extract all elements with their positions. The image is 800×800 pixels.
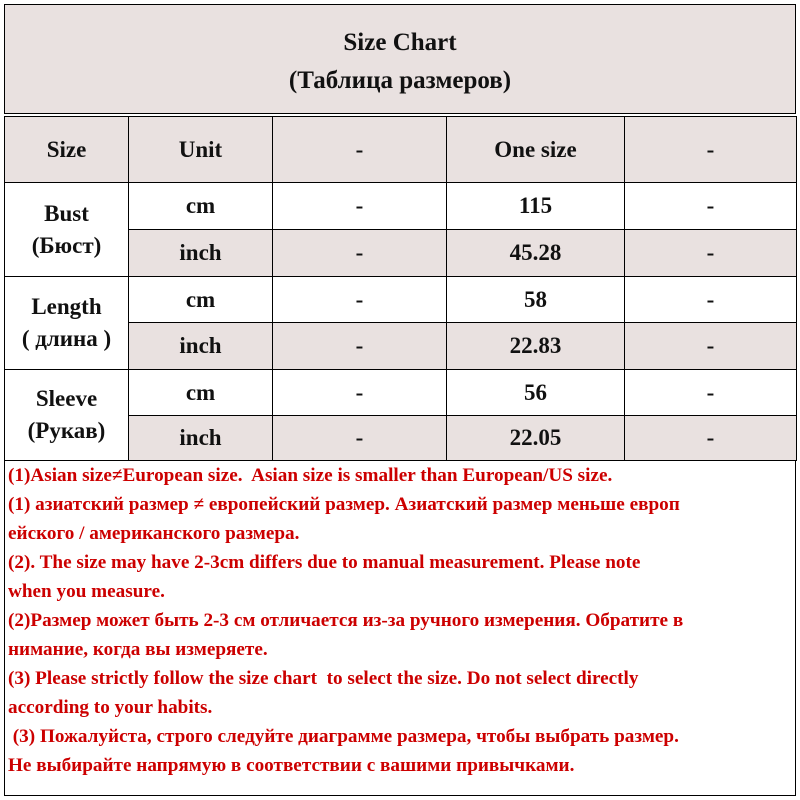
header-cell: Size bbox=[5, 117, 129, 183]
table-row bbox=[5, 183, 797, 230]
chart-title: Size Chart bbox=[343, 29, 457, 56]
header-cell: - bbox=[273, 117, 447, 183]
table-cell: - bbox=[625, 277, 797, 323]
size-table bbox=[4, 116, 797, 461]
row-label-ru: (Рукав) bbox=[27, 418, 106, 443]
row-label-en: Sleeve bbox=[35, 386, 98, 411]
table-row bbox=[5, 277, 797, 323]
table-row bbox=[5, 370, 797, 416]
row-label-en: Length bbox=[31, 294, 102, 319]
note-line: нимание, когда вы измеряете. bbox=[8, 639, 268, 660]
header-cell: - bbox=[625, 117, 797, 183]
table-cell: - bbox=[625, 230, 797, 277]
header-row bbox=[5, 117, 797, 183]
unit-cell: inch bbox=[129, 416, 273, 461]
size-notes bbox=[4, 460, 796, 796]
note-line: (1)Asian size≠European size. Asian size is smaller than European/US size. bbox=[8, 465, 613, 486]
note-line: ейского / американского размера. bbox=[8, 523, 300, 544]
table-cell: - bbox=[273, 323, 447, 370]
note-line: (2)Размер может быть 2-3 см отличается из-за ручного измерения. Обратите в bbox=[8, 610, 684, 631]
table-cell: - bbox=[625, 370, 797, 416]
unit-cell: cm bbox=[129, 370, 273, 416]
table-cell: - bbox=[273, 416, 447, 461]
title-box bbox=[4, 4, 796, 114]
row-label bbox=[5, 370, 129, 461]
row-label-ru: (Бюст) bbox=[31, 232, 102, 258]
table-cell: - bbox=[273, 370, 447, 416]
row-label bbox=[5, 183, 129, 277]
value-cell: 115 bbox=[447, 183, 625, 230]
note-line: (3) Пожалуйста, строго следуйте диаграмме размера, чтобы выбрать размер. bbox=[8, 726, 679, 747]
value-cell: 58 bbox=[447, 277, 625, 323]
chart-title-translation: (Таблица размеров) bbox=[288, 67, 512, 94]
row-label-en: Bust bbox=[44, 200, 89, 226]
row-label-ru: ( длина ) bbox=[21, 326, 112, 351]
value-cell: 22.05 bbox=[447, 416, 625, 461]
table-cell: - bbox=[625, 416, 797, 461]
value-cell: 22.83 bbox=[447, 323, 625, 370]
table-cell: - bbox=[273, 230, 447, 277]
unit-cell: cm bbox=[129, 183, 273, 230]
value-cell: 45.28 bbox=[447, 230, 625, 277]
row-label bbox=[5, 277, 129, 370]
note-line: according to your habits. bbox=[8, 697, 213, 718]
note-line: (3) Please strictly follow the size chart to select the size. Do not select directly bbox=[8, 668, 639, 689]
unit-cell: inch bbox=[129, 323, 273, 370]
note-line: Не выбирайте напрямую в соответствии с вашими привычками. bbox=[8, 755, 575, 776]
table-cell: - bbox=[625, 323, 797, 370]
unit-cell: inch bbox=[129, 230, 273, 277]
table-cell: - bbox=[273, 277, 447, 323]
table-cell: - bbox=[625, 183, 797, 230]
note-line: when you measure. bbox=[8, 581, 165, 602]
value-cell: 56 bbox=[447, 370, 625, 416]
note-line: (1) азиатский размер ≠ европейский размер. Азиатский размер меньше европ bbox=[8, 494, 680, 515]
table-cell: - bbox=[273, 183, 447, 230]
note-line: (2). The size may have 2-3cm differs due to manual measurement. Please note bbox=[8, 552, 641, 573]
unit-cell: cm bbox=[129, 277, 273, 323]
header-cell: One size bbox=[447, 117, 625, 183]
header-cell: Unit bbox=[129, 117, 273, 183]
